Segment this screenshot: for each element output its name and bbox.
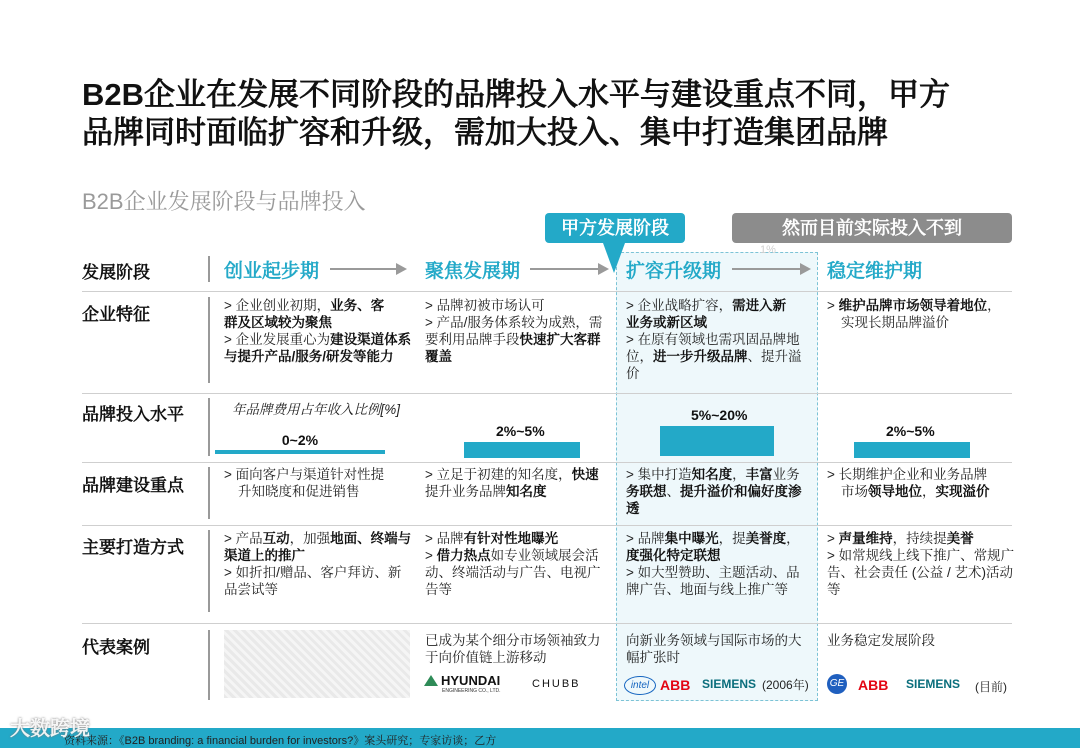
divider (208, 256, 210, 282)
features-focus: > 品牌初被市场认可 > 产品/服务体系较为成熟，需要利用品牌手段快速扩大客群覆盖 (425, 298, 603, 364)
stage-arrow-head (598, 263, 609, 275)
investment-label: 0~2% (281, 432, 319, 448)
row-separator (82, 525, 1012, 526)
focus-expansion: > 集中打造知名度，丰富业务 务联想、提升溢价和偏好度渗透 (626, 467, 802, 516)
investment-bar (854, 442, 970, 458)
row-separator (82, 393, 1012, 394)
divider (208, 630, 210, 700)
page-title (82, 76, 950, 152)
methods-focus: > 品牌有针对性地曝光 > 借力热点如专业领域展会活动、终端活动与广告、电视广告等 (425, 531, 601, 597)
abb-logo: ABB (660, 677, 691, 693)
methods-startup: > 产品互动，加强地面、终端与渠道上的推广 > 如折扣/赠品、客户拜访、新品尝试等 (224, 531, 412, 597)
case-focus-text: 已成为某个细分市场领袖致力于向价值链上游移动 (425, 633, 601, 665)
investment-label: 2%~5% (886, 423, 935, 439)
title-line-2: 品牌同时面临扩容和升级，需加大投入、集中打造集团品牌 (82, 115, 888, 150)
tag-actual-investment: 然而目前实际投入不到 (732, 213, 1012, 243)
footer-source: 资料来源：《B2B branding: a financial burden for investors?》案头研究；专家访谈；乙方 (64, 735, 497, 747)
stage-startup: 创业起步期 (224, 261, 320, 282)
divider (208, 297, 210, 383)
tag-current-stage: 甲方发展阶段 (545, 213, 685, 243)
investment-label: 2%~5% (496, 423, 545, 439)
stage-focus: 聚焦发展期 (425, 261, 521, 282)
watermark: 大数跨境 (10, 718, 90, 740)
divider (208, 467, 210, 519)
subtitle: B2B企业发展阶段与品牌投入 (82, 189, 366, 214)
case-expansion-text: 向新业务领域与国际市场的大幅扩张时 (626, 633, 802, 665)
stage-stable: 稳定维护期 (827, 261, 923, 282)
case-stable-text: 业务稳定发展阶段 (827, 633, 935, 648)
row-separator (82, 623, 1012, 624)
investment-label: 5%~20% (691, 407, 748, 423)
methods-stable: > 声量维持，持续提美誉 > 如常规线上线下推广、常规广告、社会责任 (公益 / 艺术)活动等 (827, 531, 1015, 597)
divider (208, 398, 210, 456)
features-stable: > 维护品牌市场领导着地位， 实现长期品牌溢价 (827, 298, 1001, 330)
case-image-placeholder (224, 630, 410, 698)
case-status: (目前) (975, 680, 1007, 694)
features-startup: > 企业创业初期，业务、客 群及区域较为聚焦 > 企业发展重心为建设渠道体系与提升产品/服务/研发等能力 (224, 298, 412, 364)
divider (208, 530, 210, 612)
investment-bar (660, 426, 774, 456)
tag-actual-investment-value: 1% (760, 244, 776, 256)
focus-focus: > 立足于初建的知名度，快速 提升业务品牌知名度 (425, 467, 599, 499)
stage-arrow-line (330, 268, 396, 270)
stage-arrow-line (530, 268, 598, 270)
row-label-cases: 代表案例 (82, 638, 150, 657)
investment-bar (215, 450, 385, 454)
case-year: (2006年) (762, 678, 809, 692)
title-line-1: B2B企业在发展不同阶段的品牌投入水平与建设重点不同，甲方 (82, 77, 951, 112)
abb-logo: ABB (858, 677, 889, 693)
ge-logo: GE (827, 674, 847, 694)
siemens-logo: SIEMENS (906, 677, 961, 691)
row-separator (82, 291, 1012, 292)
siemens-logo: SIEMENS (702, 677, 757, 691)
row-label-stage: 发展阶段 (82, 263, 150, 282)
row-label-features: 企业特征 (82, 305, 150, 324)
investment-bar (464, 442, 580, 458)
hyundai-logo: HYUNDAI ENGINEERING CO., LTD. (424, 673, 501, 694)
row-label-investment: 品牌投入水平 (82, 405, 184, 424)
row-separator (82, 462, 1012, 463)
row-label-methods: 主要打造方式 (82, 538, 184, 557)
stage-expansion: 扩容升级期 (626, 261, 722, 282)
stage-arrow-line (732, 268, 800, 270)
focus-stable: > 长期维护企业和业务品牌 市场领导地位，实现溢价 (827, 467, 990, 499)
investment-note: 年品牌费用占年收入比例[%] (232, 402, 401, 417)
intel-logo: intel (624, 676, 656, 695)
stage-arrow-head (800, 263, 811, 275)
row-label-focus: 品牌建设重点 (82, 476, 184, 495)
chubb-logo: CHUBB (532, 678, 581, 690)
hyundai-mark-icon (424, 675, 438, 686)
features-expansion: > 企业战略扩容，需进入新 业务或新区域 > 在原有领域也需巩固品牌地位，进一步升级品牌、提升溢价 (626, 298, 802, 381)
methods-expansion: > 品牌集中曝光，提美誉度， 度强化特定联想 > 如大型赞助、主题活动、品牌广告、地面与线上推广等 (626, 531, 800, 597)
stage-arrow-head (396, 263, 407, 275)
focus-startup: > 面向客户与渠道针对性提 升知晓度和促进销售 (224, 467, 385, 499)
